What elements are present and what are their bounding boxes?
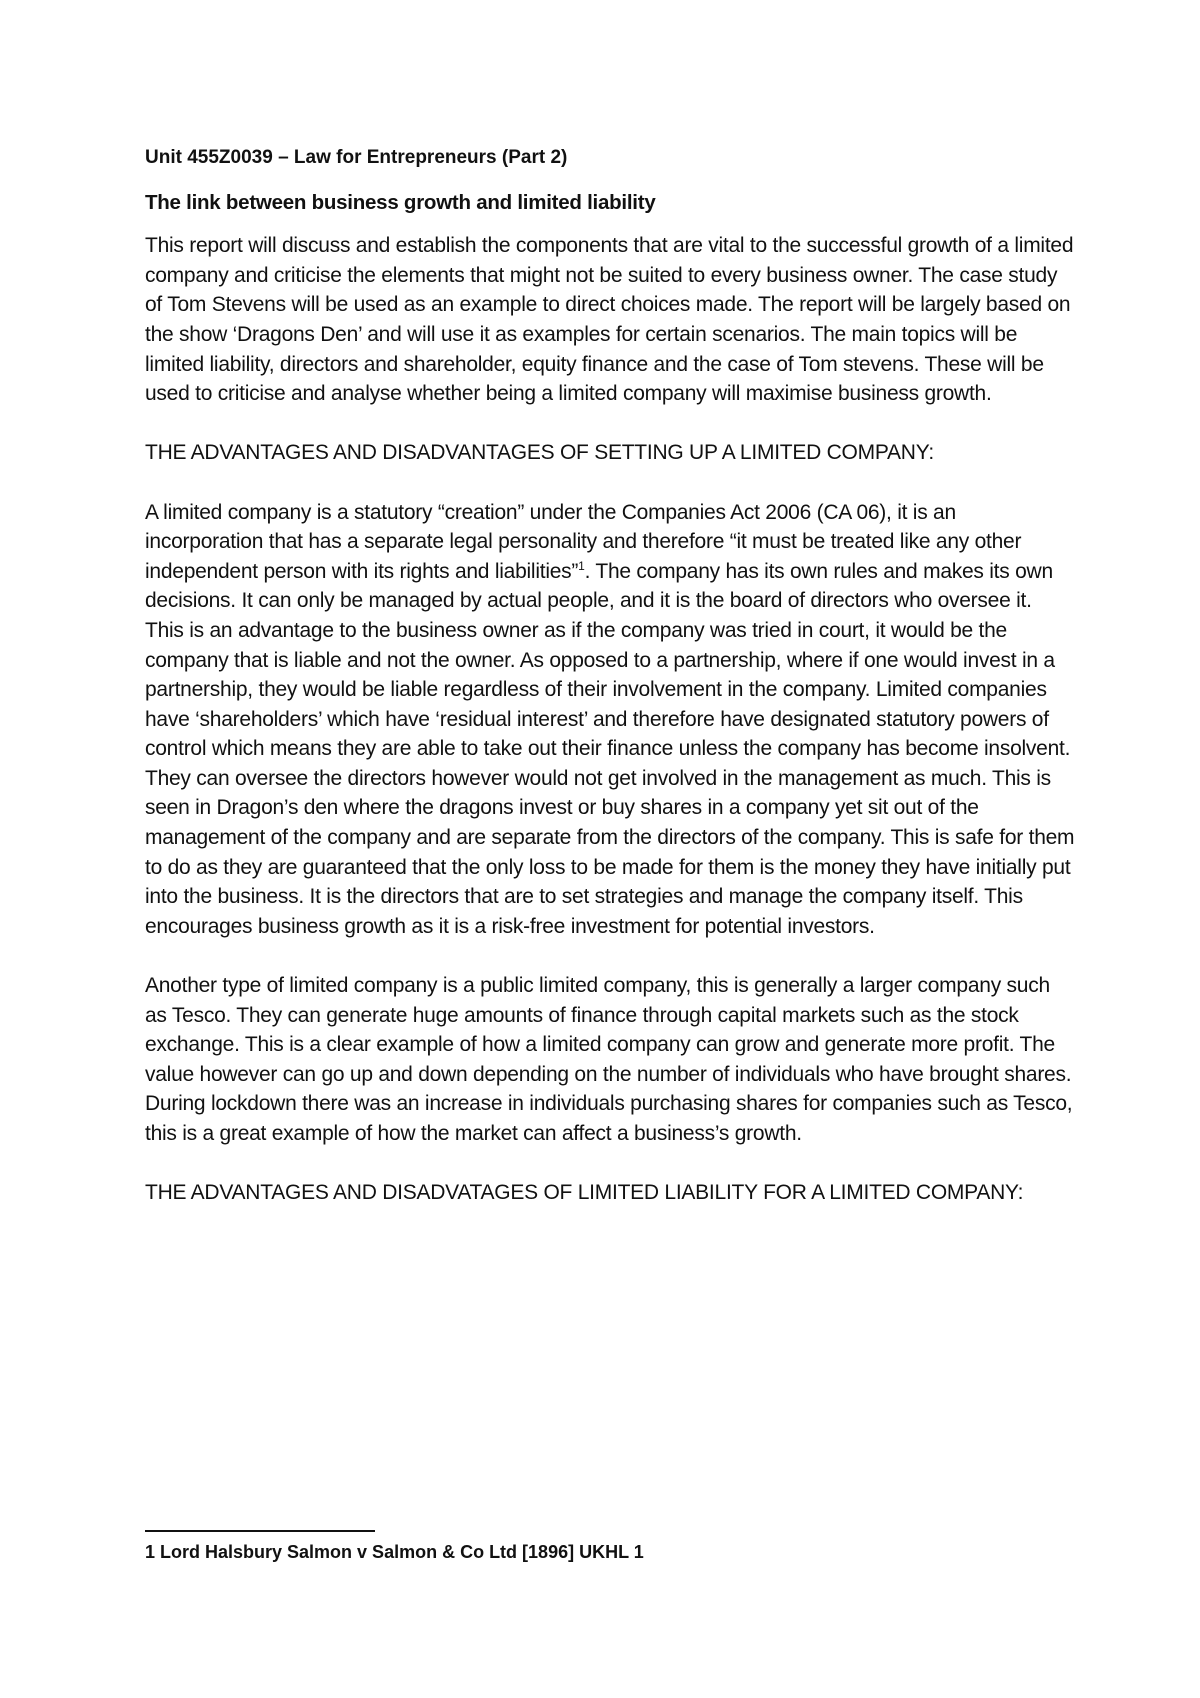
limited-company-text-part2: . The company has its own rules and makes its own decisions. It can only be managed by actual people, and it is the board of directors who oversee it. This is an advantage to the business owner as if the company was tried in court, it would be the company that is liable and not the owner. As opposed to a partnership, where if one would invest in a partnership, they would be liable regardless of their involvement in the company. Limited companies have ‘shareholders’ which have ‘residual interest’ and therefore have designated statutory powers of control which means they are able to take out their finance unless the company has become insolvent. They can oversee the directors however would not get involved in the management as much. This is seen in Dragon’s den where the dragons invest or buy shares in a company yet sit out of the management of the company and are separate from the directors of the company. This is safe for them to do as they are guaranteed that the only loss to be made for them is the money they have initially put into the business. It is the directors that are to set strategies and manage the company itself. This encourages business growth as it is a risk-free investment for potential investors.: [145, 559, 1075, 938]
public-limited-company-paragraph: Another type of limited company is a public limited company, this is generally a larger company such as Tesco. They can generate huge amounts of finance through capital markets such as the stock exchange. This is a clear example of how a limited company can grow and generate more profit. The value however can go up and down depending on the number of individuals who have brought shares. During lockdown there was an increase in individuals purchasing shares for companies such as Tesco, this is a great example of how the market can affect a business’s growth.: [145, 974, 1073, 1145]
section-heading-limited-company: THE ADVANTAGES AND DISADVANTAGES OF SETTING UP A LIMITED COMPANY:: [145, 441, 934, 465]
limited-company-text-part1: A limited company is a statutory “creation” under the Companies Act 2006 (CA 06), it is an incorporation that has a separate legal personality and therefore “it must be treated like any other independent person with its rights and liabilities”: [145, 500, 1022, 583]
limited-company-paragraph: [145, 498, 1075, 942]
footnote-separator: [145, 1530, 375, 1532]
section-heading-limited-liability: THE ADVANTAGES AND DISADVATAGES OF LIMITED LIABILITY FOR A LIMITED COMPANY:: [145, 1181, 1024, 1205]
footnote-reference[interactable]: 1: [578, 558, 585, 573]
document-title: The link between business growth and limited liability: [145, 190, 656, 214]
document-body: [145, 143, 1075, 1237]
unit-line: Unit 455Z0039 – Law for Entrepreneurs (Part 2): [145, 147, 568, 168]
intro-paragraph: This report will discuss and establish the components that are vital to the successful growth of a limited company and criticise the elements that might not be suited to every business owner. The case study of Tom Stevens will be used as an example to direct choices made. The report will be largely based on the show ‘Dragons Den’ and will use it as examples for certain scenarios. The main topics will be limited liability, directors and shareholder, equity finance and the case of Tom stevens. These will be used to criticise and analyse whether being a limited company will maximise business growth.: [145, 234, 1074, 406]
footnote: 1 Lord Halsbury Salmon v Salmon & Co Ltd [1896] UKHL 1: [145, 1542, 644, 1562]
